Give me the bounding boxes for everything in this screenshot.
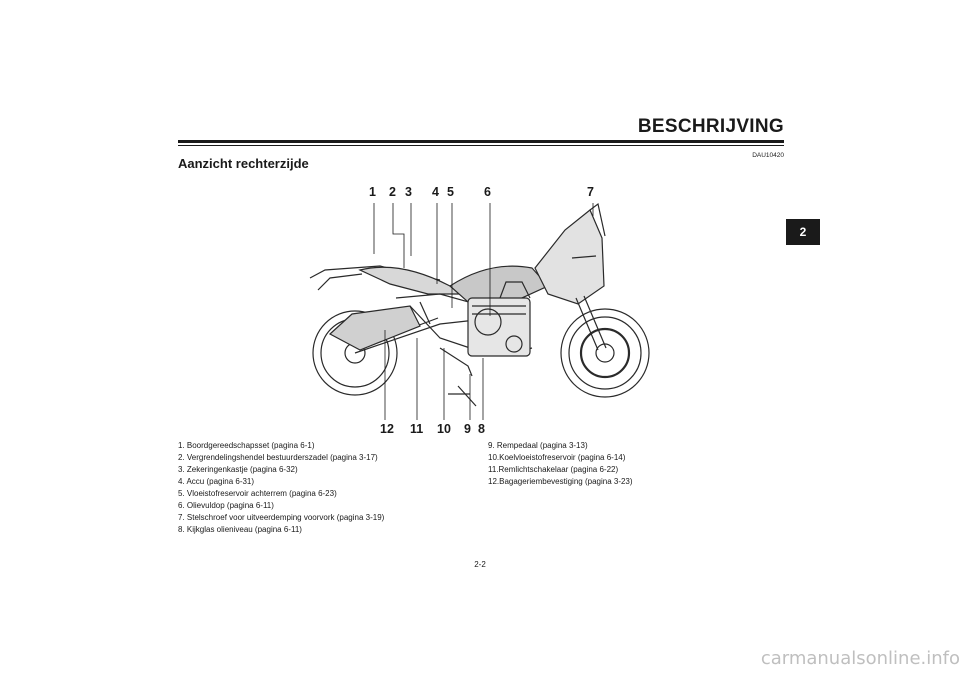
callout-8: 8 xyxy=(478,422,485,436)
legend-item-10: 10.Koelvloeistofreservoir (pagina 6-14) xyxy=(488,453,626,462)
callout-9: 9 xyxy=(464,422,471,436)
callout-7: 7 xyxy=(587,185,594,199)
callout-6: 6 xyxy=(484,185,491,199)
motorcycle-illustration xyxy=(300,198,660,424)
legend-item-6: 6. Olievuldop (pagina 6-11) xyxy=(178,501,274,510)
callout-2: 2 xyxy=(389,185,396,199)
callout-12: 12 xyxy=(380,422,394,436)
callout-3: 3 xyxy=(405,185,412,199)
header-rule-thick xyxy=(178,140,784,143)
legend-item-1: 1. Boordgereedschapsset (pagina 6-1) xyxy=(178,441,315,450)
page-number: 2-2 xyxy=(474,560,486,569)
legend-item-4: 4. Accu (pagina 6-31) xyxy=(178,477,255,486)
section-title: BESCHRIJVING xyxy=(637,116,784,137)
legend-item-9: 9. Rempedaal (pagina 3-13) xyxy=(488,441,588,450)
callout-5: 5 xyxy=(447,185,454,199)
legend-item-3: 3. Zekeringenkastje (pagina 6-32) xyxy=(178,465,298,474)
legend-item-2: 2. Vergrendelingshendel bestuurderszadel (pagina 3-17) xyxy=(178,453,378,462)
legend-item-11: 11.Remlichtschakelaar (pagina 6-22) xyxy=(488,465,619,474)
callout-10: 10 xyxy=(437,422,451,436)
callout-11: 11 xyxy=(410,422,424,436)
legend-item-8: 8. Kijkglas olieniveau (pagina 6-11) xyxy=(178,525,302,534)
watermark: carmanualsonline.info xyxy=(760,648,960,669)
callout-4: 4 xyxy=(432,185,439,199)
doc-code: DAU10420 xyxy=(752,152,784,159)
chapter-tab[interactable]: 2 xyxy=(786,219,820,245)
callout-1: 1 xyxy=(369,185,376,199)
page-subtitle: Aanzicht rechterzijde xyxy=(178,156,309,171)
legend-item-12: 12.Bagageriembevestiging (pagina 3-23) xyxy=(488,477,633,486)
header-rule-thin xyxy=(178,145,784,146)
legend-right xyxy=(488,440,633,488)
legend-left xyxy=(178,440,384,536)
legend-item-7: 7. Stelschroef voor uitveerdemping voorvork (pagina 3-19) xyxy=(178,513,385,522)
legend-item-5: 5. Vloeistofreservoir achterrem (pagina 6-23) xyxy=(178,489,337,498)
